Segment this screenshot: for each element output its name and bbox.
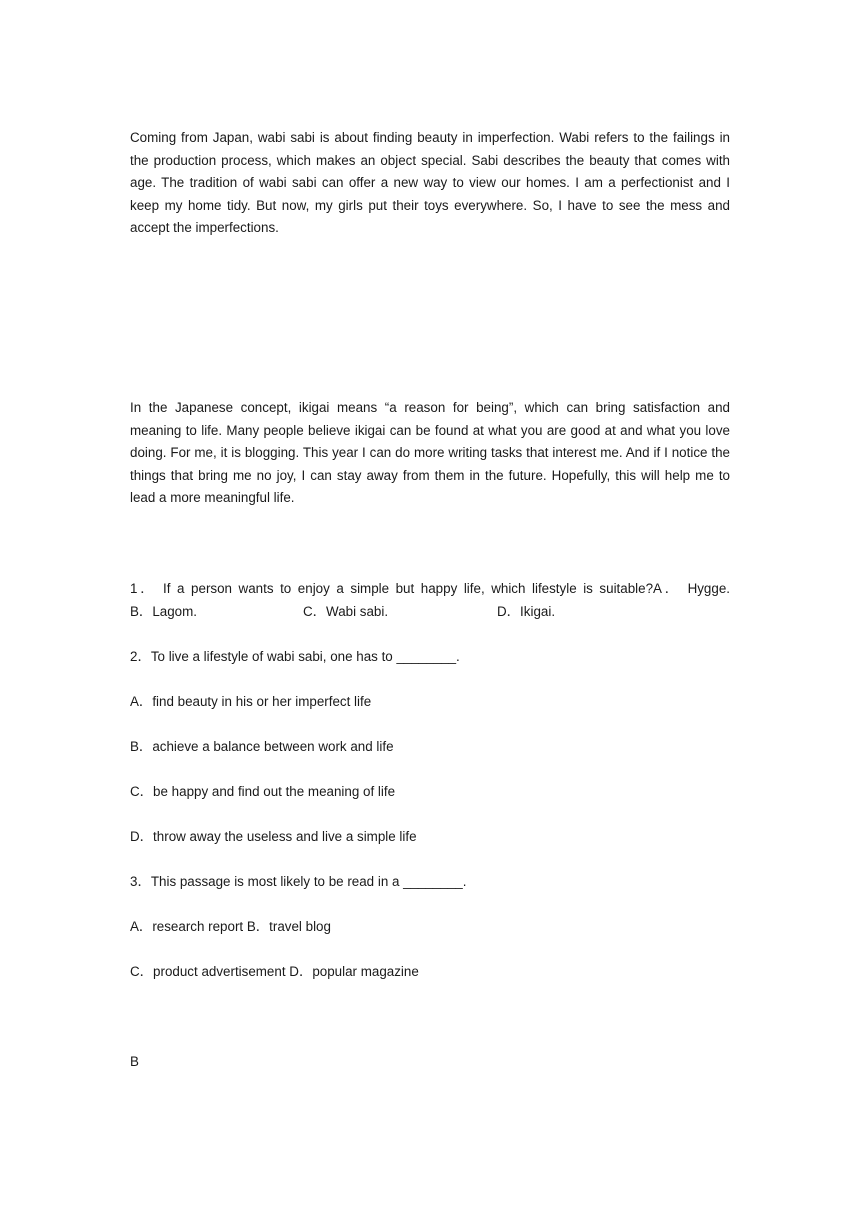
question-1-option-c: C．Wabi sabi. [303,604,389,619]
question-2-option-b: B．achieve a balance between work and life [130,739,394,754]
question-2-option-c: C．be happy and find out the meaning of life [130,784,396,799]
passage-wabi-sabi: Coming from Japan, wabi sabi is about finding beauty in imperfection. Wabi refers to the failings in the production process, which makes an object special. Sabi describes the beauty that comes with age. The tradition of wabi sabi can offer a new way to view our homes. I am a perfectionist and I keep my home tidy. But now, my girls put their toys everywhere. So, I have to see the mess and accept the imperfections. [130,130,730,235]
passage-ikigai: In the Japanese concept, ikigai means “a reason for being”, which can bring satisfaction and meaning to life. Many people believe ikigai can be found at what you are good at and what you love doing. For me, it is blogging. This year I can do more writing tasks that interest me. And if I notice the things that bring me no joy, I can stay away from them in the future. Hopefully, this will help me to lead a more meaningful life. [130,400,730,505]
question-3-options-cd: C．product advertisement D．popular magazine [130,964,419,979]
question-2-option-a: A．find beauty in his or her imperfect life [130,694,372,709]
question-1-option-b: B．Lagom. [130,604,197,619]
question-3-stem: 3．This passage is most likely to be read in a ________. [130,874,467,889]
question-3-options-ab: A．research report B．travel blog [130,919,331,934]
question-2-stem: 2．To live a lifestyle of wabi sabi, one has to ________. [130,649,460,664]
section-label: B [130,1054,139,1069]
question-2-option-d: D．throw away the useless and live a simple life [130,829,417,844]
question-1-option-d: D．Ikigai. [497,604,556,619]
question-1-stem: 1． If a person wants to enjoy a simple but happy life, which lifestyle is suitable?A． Hygge. [130,581,730,596]
